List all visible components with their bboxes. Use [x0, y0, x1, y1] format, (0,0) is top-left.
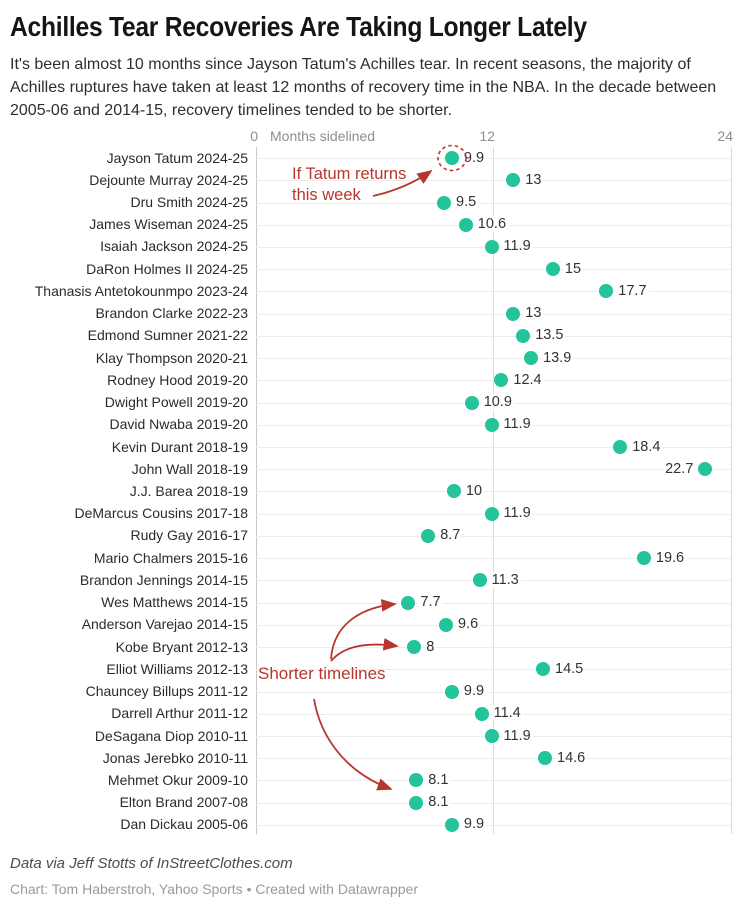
value-label: 11.9 [503, 505, 531, 522]
data-dot[interactable] [536, 662, 550, 676]
row-gridline [256, 647, 731, 648]
value-label: 14.6 [557, 749, 586, 766]
data-dot[interactable] [516, 329, 530, 343]
value-label: 11.3 [491, 571, 519, 588]
chart-credit: Chart: Tom Haberstroh, Yahoo Sports • Created with Datawrapper [10, 881, 418, 897]
row-label: John Wall 2018-19 [131, 460, 248, 477]
row-gridline [256, 491, 731, 492]
row-gridline [256, 314, 731, 315]
row-label: Thanasis Antetokounmpo 2023-24 [34, 282, 248, 299]
value-label: 15 [564, 260, 582, 277]
value-label: 10.9 [483, 394, 512, 410]
row-label: James Wiseman 2024-25 [89, 216, 248, 233]
annotation-tatum-return: If Tatum returns this week [292, 165, 407, 204]
data-dot[interactable] [473, 573, 487, 587]
value-label: 10.6 [477, 216, 507, 233]
row-label: Darrell Arthur 2011-12 [111, 705, 248, 722]
x-axis-label: Months sidelined [270, 128, 376, 144]
data-dot[interactable] [439, 618, 453, 632]
value-label: 22.7 [665, 460, 694, 477]
x-tick-0: 0 [250, 128, 258, 144]
data-dot[interactable] [485, 418, 499, 432]
value-label: 8.1 [428, 771, 449, 788]
row-gridline [256, 780, 731, 781]
row-gridline [256, 158, 731, 159]
row-gridline [256, 603, 731, 604]
row-label: DeSagana Diop 2010-11 [94, 727, 248, 744]
value-label: 12.4 [513, 371, 542, 388]
row-label: Rodney Hood 2019-20 [107, 371, 248, 388]
annotation-shorter-timelines: Shorter timelines [258, 664, 386, 683]
row-gridline [256, 291, 731, 292]
row-label: Dru Smith 2024-25 [130, 194, 248, 210]
value-label: 14.5 [555, 660, 584, 677]
data-dot[interactable] [465, 396, 479, 410]
value-label: 13 [525, 171, 542, 188]
data-dot[interactable] [445, 685, 459, 699]
row-label: Jonas Jerebko 2010-11 [102, 749, 248, 766]
value-label: 18.4 [632, 438, 661, 455]
value-label: 8 [426, 638, 435, 655]
data-dot[interactable] [409, 796, 423, 810]
row-gridline [256, 692, 731, 693]
data-dot[interactable] [637, 551, 651, 565]
row-label: Chauncey Billups 2011-12 [85, 683, 248, 699]
data-dot[interactable] [401, 596, 415, 610]
data-dot[interactable] [524, 351, 538, 365]
row-label: Kobe Bryant 2012-13 [115, 638, 248, 655]
data-dot[interactable] [407, 640, 421, 654]
value-label: 11.9 [503, 727, 531, 744]
data-dot[interactable] [445, 818, 459, 832]
value-label: 9.5 [456, 194, 477, 210]
data-dot[interactable] [445, 151, 459, 165]
value-label: 9.6 [458, 616, 479, 633]
data-dot[interactable] [599, 284, 613, 298]
arrow-wes-matthews [331, 604, 395, 659]
value-label: 10 [465, 482, 483, 499]
row-label: Brandon Jennings 2014-15 [79, 571, 248, 588]
chart-title: Achilles Tear Recoveries Are Taking Longer Lately [10, 11, 587, 42]
row-label: Jayson Tatum 2024-25 [106, 149, 248, 166]
data-dot[interactable] [409, 773, 423, 787]
row-gridline [256, 269, 731, 270]
row-label: Elton Brand 2007-08 [119, 794, 248, 811]
x-tick-12: 12 [479, 128, 495, 144]
data-dot[interactable] [546, 262, 560, 276]
value-label: 11.4 [493, 705, 521, 722]
row-label: David Nwaba 2019-20 [109, 416, 248, 433]
row-label: Elliot Williams 2012-13 [106, 660, 248, 677]
row-gridline [256, 803, 731, 804]
row-gridline [256, 825, 731, 826]
value-label: 17.7 [618, 282, 647, 299]
row-label: DeMarcus Cousins 2017-18 [74, 505, 248, 522]
value-label: 13.5 [535, 327, 564, 344]
value-label: 9.9 [463, 149, 485, 166]
data-dot[interactable] [698, 462, 712, 476]
value-label: 9.9 [463, 683, 485, 699]
row-label: Mario Chalmers 2015-16 [93, 549, 248, 566]
row-label: DaRon Holmes II 2024-25 [86, 260, 248, 277]
value-label: 13.9 [543, 349, 572, 366]
data-dot[interactable] [485, 240, 499, 254]
row-label: Brandon Clarke 2022-23 [95, 305, 248, 322]
arrow-mehmet-okur [314, 699, 391, 789]
row-label: Dejounte Murray 2024-25 [89, 171, 248, 188]
row-gridline [256, 625, 731, 626]
row-label: Isaiah Jackson 2024-25 [100, 238, 248, 255]
data-dot[interactable] [447, 484, 461, 498]
value-label: 8.1 [428, 794, 449, 811]
value-label: 8.7 [440, 527, 461, 544]
data-dot[interactable] [485, 507, 499, 521]
row-label: Rudy Gay 2016-17 [130, 527, 248, 544]
row-label: Wes Matthews 2014-15 [101, 594, 248, 611]
source-credit: Data via Jeff Stotts of InStreetClothes.com [10, 855, 293, 872]
row-label: Anderson Varejao 2014-15 [81, 616, 248, 633]
data-dot[interactable] [494, 373, 508, 387]
chart-subtitle: It's been almost 10 months since Jayson Tatum's Achilles tear. In recent seasons, the majority of Achilles ruptures have taken at least 12 months of recovery time in the NBA. In the decade between 2005-06 and 2014-15, recovery timelines tended to be shorter. [10, 56, 717, 119]
row-label: Klay Thompson 2020-21 [95, 349, 248, 366]
data-dot[interactable] [421, 529, 435, 543]
value-label: 9.9 [463, 816, 485, 833]
row-label: Dwight Powell 2019-20 [104, 394, 248, 410]
row-label: Kevin Durant 2018-19 [111, 438, 248, 455]
row-gridline [256, 536, 731, 537]
value-label: 7.7 [420, 594, 441, 611]
data-dot[interactable] [485, 729, 499, 743]
x-tick-24: 24 [717, 128, 733, 144]
row-gridline [256, 358, 731, 359]
row-label: Edmond Sumner 2021-22 [87, 327, 248, 344]
value-label: 13 [525, 305, 542, 322]
data-dot[interactable] [437, 196, 451, 210]
data-dot[interactable] [459, 218, 473, 232]
row-label: Dan Dickau 2005-06 [120, 816, 248, 833]
row-gridline [256, 758, 731, 759]
value-label: 19.6 [655, 549, 685, 566]
row-label: Mehmet Okur 2009-10 [107, 771, 248, 788]
data-dot[interactable] [506, 173, 520, 187]
data-dot[interactable] [538, 751, 552, 765]
data-dot[interactable] [475, 707, 489, 721]
row-gridline [256, 469, 731, 470]
row-gridline [256, 336, 731, 337]
data-dot[interactable] [613, 440, 627, 454]
data-dot[interactable] [506, 307, 520, 321]
row-label: J.J. Barea 2018-19 [129, 482, 248, 499]
value-label: 11.9 [503, 416, 531, 433]
value-label: 11.9 [503, 238, 531, 255]
